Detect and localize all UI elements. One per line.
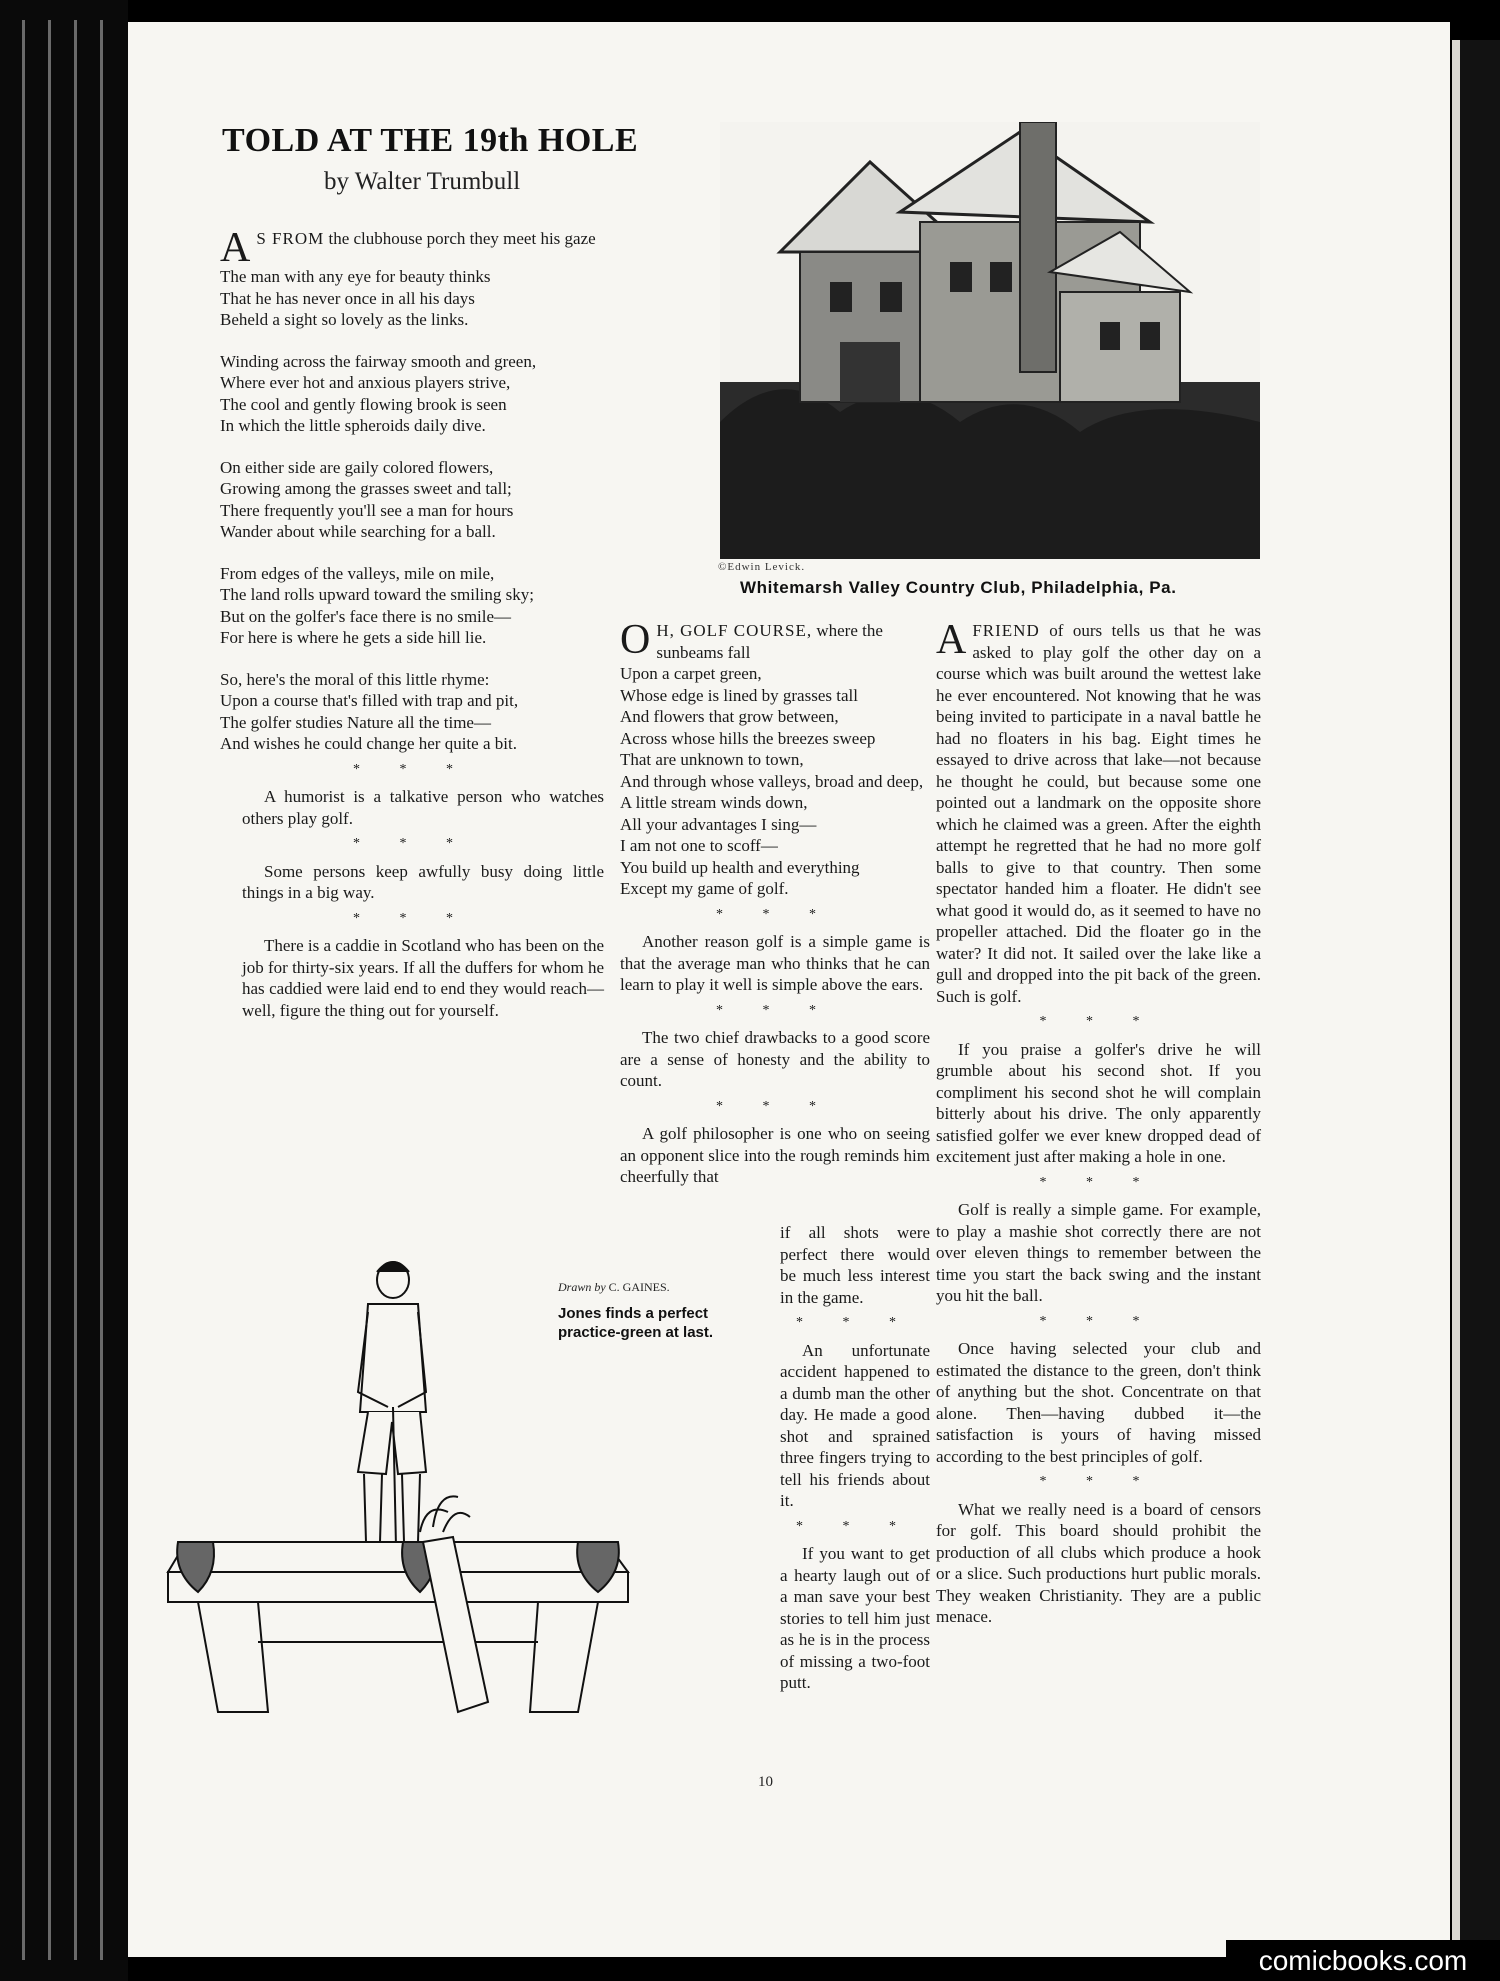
poem1-stanza-2: Winding across the fairway smooth and green, Where ever hot and anxious players strive, The cool and gently flowing brook is seen In which the little spheroids daily dive. <box>220 351 537 435</box>
clubhouse-photo <box>720 122 1260 559</box>
facing-page-edge <box>1452 40 1500 1950</box>
paragraph: A humorist is a talkative person who watches others play golf. <box>242 787 604 828</box>
column-1-prose <box>220 759 604 1022</box>
page-number: 10 <box>758 1774 773 1790</box>
paragraph: Some persons keep awfully busy doing little things in a big way. <box>242 861 604 902</box>
section-divider: * * * <box>796 1518 914 1534</box>
section-divider: * * * <box>1039 1174 1158 1190</box>
section-divider: * * * <box>353 836 471 851</box>
section-divider: * * * <box>1039 1014 1158 1029</box>
magazine-page <box>128 22 1450 1957</box>
poem1-stanza-4: From edges of the valleys, mile on mile, The land rolls upward toward the smiling sky; But on the golfer's face there is no smile— For here is where he gets a side hill lie. <box>220 563 534 647</box>
section-divider: * * * <box>716 1098 834 1114</box>
column-2-prose <box>620 904 930 1188</box>
poem1-stanza-1: A S FROM the clubhouse porch they meet his gaze The man with any eye for beauty thinks That he has never once in all his days Beheld a sight so lovely as the links. <box>220 225 596 329</box>
paragraph: If you praise a golfer's drive he will grumble about his second shot. If you compliment his second shot he will complain bitterly about his drive. The only apparently satisfied golfer we ever knew dropped dead of excitement just after making a hole in one. <box>936 1039 1261 1166</box>
paragraph: if all shots were perfect there would be much less interest in the game. <box>780 1223 930 1307</box>
paragraph: A golf philosopher is one who on seeing an opponent slice into the rough reminds him cheerfully that <box>620 1124 930 1186</box>
photo-caption: Whitemarsh Valley Country Club, Philadelphia, Pa. <box>740 578 1177 597</box>
poem1-stanza-5: So, here's the moral of this little rhyme: Upon a course that's filled with trap and pit, The golfer studies Nature all the time— And wishes he could change her quite a bit. <box>220 669 519 753</box>
paragraph: Another reason golf is a simple game is that the average man who thinks that he can learn to play it well is simple above the ears. <box>620 932 930 994</box>
paragraph: There is a caddie in Scotland who has been on the job for thirty-six years. If all the duffers for whom he has caddied were laid end to end they would reach—well, figure the thing out for yourself. <box>242 936 604 1020</box>
section-divider: * * * <box>716 906 834 922</box>
paragraph: Golf is really a simple game. For example, to play a mashie shot correctly there are not over eleven things to remember between the time you start the back swing and the instant you hit the ball. <box>936 1200 1261 1305</box>
column-3 <box>936 617 1261 1628</box>
cartoon-caption: Jones finds a perfect practice-green at last. <box>558 1305 714 1341</box>
paragraph: AFRIEND of ours tells us that he was asked to play golf the other day on a course which was built around the wettest lake he ever encountered. Not knowing that he was being invited to participate in a naval battle he had no floaters in his bag. Eight times he essayed to drive across that lake—not because he thought he could, but because some one pointed out a landmark on the opposite shore which he claimed was a green. After the eighth attempt he regretted that he had no more golf balls to give to that country. Then some spectator handed him a floater. He didn't see what good it would do, as it seemed to have no propeller attached. Did the floater go in the water? It did not. It sailed over the lake like a gull and dropped into the pit back of the green. Such is golf. <box>936 617 1261 1006</box>
photo-credit: ©Edwin Levick. <box>718 561 806 573</box>
golfer-cartoon <box>158 1242 628 1772</box>
poem-column-2 <box>620 617 930 1188</box>
poem-column-1 <box>220 225 604 1021</box>
drop-cap-o: O <box>620 617 651 663</box>
article-byline: by Walter Trumbull <box>324 168 521 195</box>
section-divider: * * * <box>1039 1474 1158 1489</box>
paragraph: An unfortunate accident happened to a dumb man the other day. He made a good shot and sprained three fingers trying to tell his friends about it. <box>780 1340 930 1510</box>
paragraph: What we really need is a board of censors for golf. This board should prohibit the production of all clubs which produce a hook or a slice. Such productions hurt public morals. They weaken Christianity. They are a public menace. <box>936 1499 1261 1626</box>
book-gutter-left <box>0 0 128 1981</box>
drop-cap-a: A <box>936 617 967 663</box>
paragraph: Once having selected your club and estimated the distance to the green, don't think of anything but the shot. Concentrate on that alone. Then—having dubbed it—the satisfaction is yours of having missed according to the best principles of golf. <box>936 1339 1261 1466</box>
paragraph: The two chief drawbacks to a good score are a sense of honesty and the ability to count. <box>620 1028 930 1090</box>
poem1-stanza-3: On either side are gaily colored flowers, Growing among the grasses sweet and tall; There frequently you'll see a man for hours Wander about while searching for a ball. <box>220 457 514 541</box>
poem2: O H, GOLF COURSE, where the sunbeams fall Upon a carpet green, Whose edge is lined by grasses tall And flowers that grow between, Across whose hills the breezes sweep That are unknown to town, And through whose valleys, broad and deep, A little stream winds down, All your advantages I sing— I am not one to scoff— You build up health and everything Except my game of golf. <box>620 617 924 898</box>
article-title: TOLD AT THE 19th HOLE <box>222 122 639 159</box>
site-watermark: comicbooks.com <box>1226 1940 1500 1981</box>
narrow-column <box>780 1222 930 1694</box>
section-divider: * * * <box>796 1315 914 1330</box>
section-divider: * * * <box>353 761 471 777</box>
paragraph: If you want to get a hearty laugh out of a man save your best stories to tell him just as he is in the process of missing a two-foot putt. <box>780 1544 930 1692</box>
cartoon-credit: Drawn by C. GAINES. <box>558 1280 670 1294</box>
section-divider: * * * <box>1039 1313 1158 1329</box>
section-divider: * * * <box>353 910 471 926</box>
drop-cap-a: A <box>220 225 251 271</box>
section-divider: * * * <box>716 1002 834 1018</box>
